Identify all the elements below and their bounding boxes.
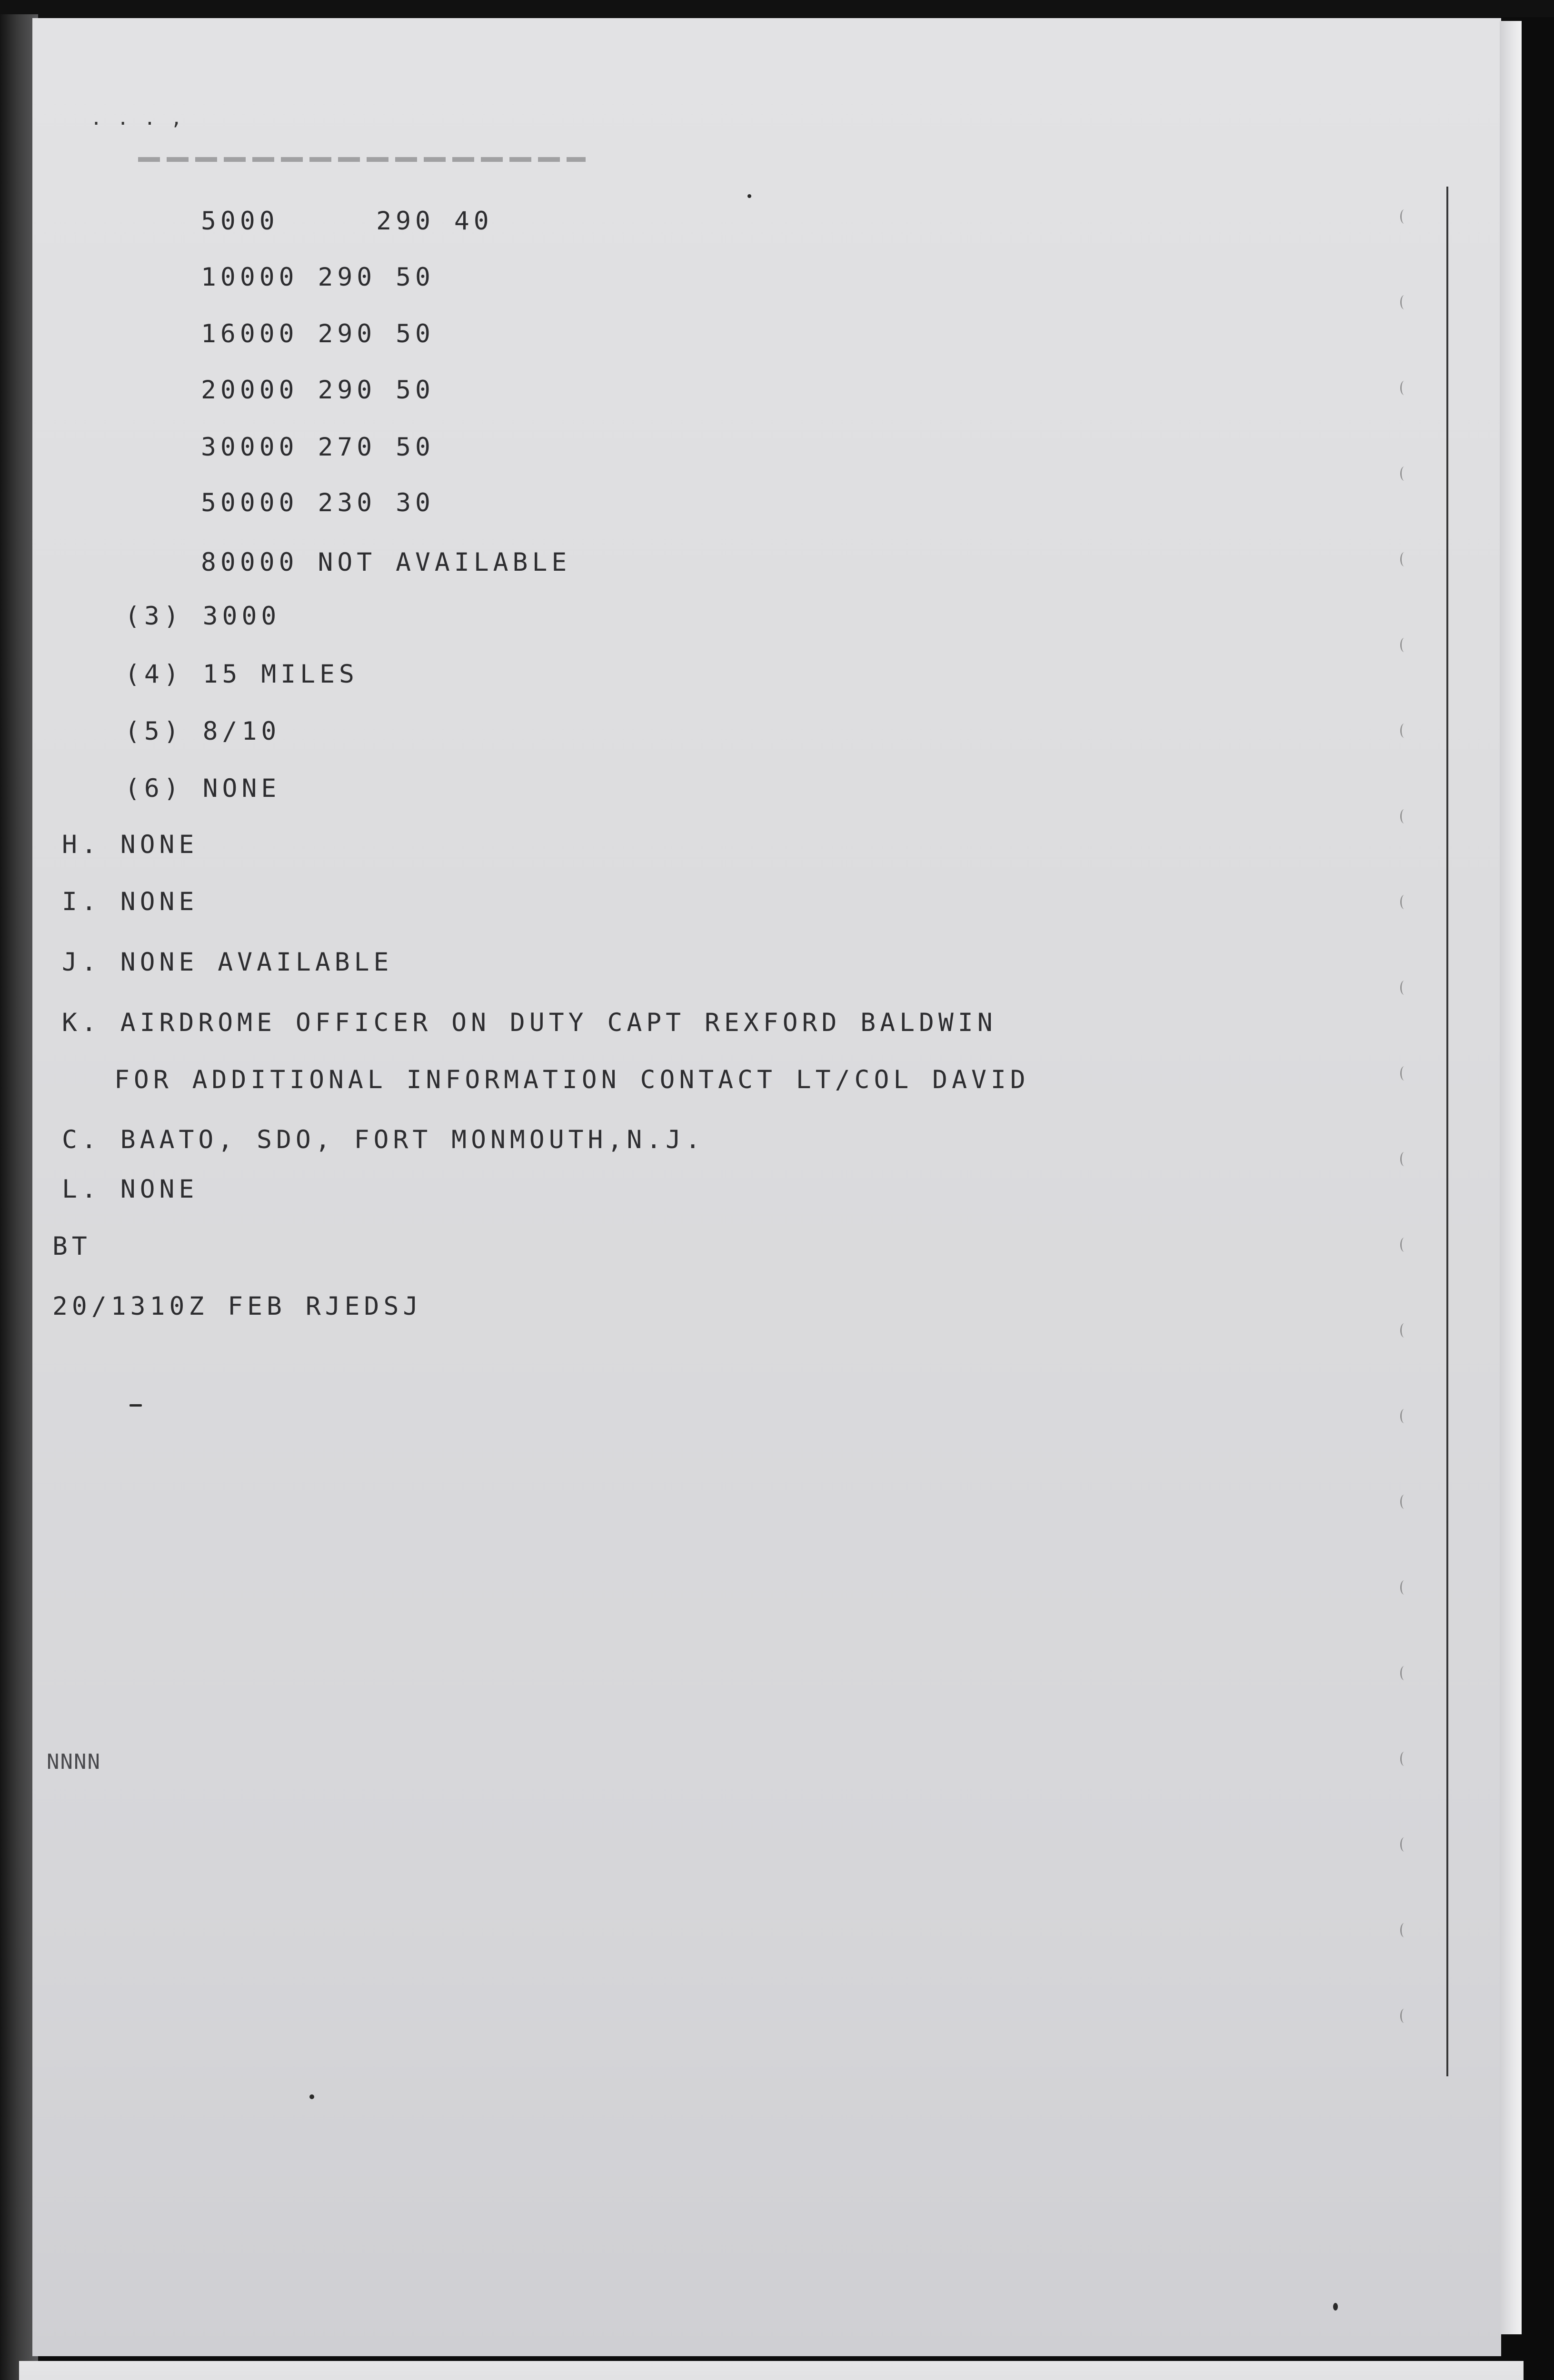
item-h: H. NONE [62,830,199,859]
wind-row: 50000 230 30 [201,488,435,517]
sprocket-mark [1400,466,1408,481]
item-j: J. NONE AVAILABLE [62,948,393,977]
sprocket-mark [1400,552,1408,566]
page-right-shadow [1500,21,1522,2334]
faded-header-line [138,157,586,162]
sprocket-mark [1400,209,1408,224]
wind-row: 5000 290 40 [201,207,493,236]
date-time-group: 20/1310Z FEB RJEDSJ [52,1292,423,1321]
teletype-page [32,18,1501,2356]
torn-header-fragment: . . . , [90,108,184,129]
wind-row: 16000 290 50 [201,319,435,348]
sprocket-mark [1400,1666,1408,1680]
sprocket-mark [1400,1580,1408,1595]
item-k-line-2: FOR ADDITIONAL INFORMATION CONTACT LT/COL DAVID [114,1065,1030,1094]
item-i: I. NONE [62,887,199,916]
wind-row: 30000 270 50 [201,433,435,462]
sprocket-mark [1400,724,1408,738]
break-marker: BT [52,1232,91,1261]
sprocket-mark [1400,1152,1408,1166]
ink-speck [309,2094,314,2099]
item-k-line-1: K. AIRDROME OFFICER ON DUTY CAPT REXFORD BALDWIN [62,1008,997,1037]
page-bottom-band [19,2361,1524,2380]
wind-row: 20000 290 50 [201,376,435,405]
item-l: L. NONE [62,1175,199,1204]
wind-row: 10000 290 50 [201,263,435,292]
sprocket-mark [1400,2009,1408,2023]
sprocket-mark [1400,1066,1408,1081]
sub-item: (5) 8/10 [125,717,281,746]
scan-top-edge [0,0,1554,17]
wind-row: 80000 NOT AVAILABLE [201,548,571,577]
margin-rule [1446,187,1448,2076]
sub-item: (3) 3000 [125,602,281,631]
sprocket-mark [1400,295,1408,309]
end-of-message-marker: NNNN [47,1750,101,1774]
item-c: C. BAATO, SDO, FORT MONMOUTH,N.J. [62,1125,705,1154]
ink-speck [747,194,751,198]
sprocket-mark [1400,1752,1408,1766]
sprocket-mark [1400,1837,1408,1852]
ink-speck [130,1404,142,1407]
sub-item: (4) 15 MILES [125,660,359,689]
sprocket-mark [1400,895,1408,909]
sprocket-mark [1400,638,1408,652]
sprocket-mark [1400,981,1408,995]
sprocket-mark [1400,1409,1408,1423]
sprocket-mark [1400,1495,1408,1509]
sprocket-mark [1400,809,1408,823]
sprocket-mark [1400,1323,1408,1338]
sprocket-mark [1400,381,1408,395]
sprocket-mark [1400,1238,1408,1252]
ink-speck [1333,2303,1338,2311]
sprocket-marks [1383,209,1426,2066]
sprocket-mark [1400,1923,1408,1937]
sub-item: (6) NONE [125,774,281,803]
